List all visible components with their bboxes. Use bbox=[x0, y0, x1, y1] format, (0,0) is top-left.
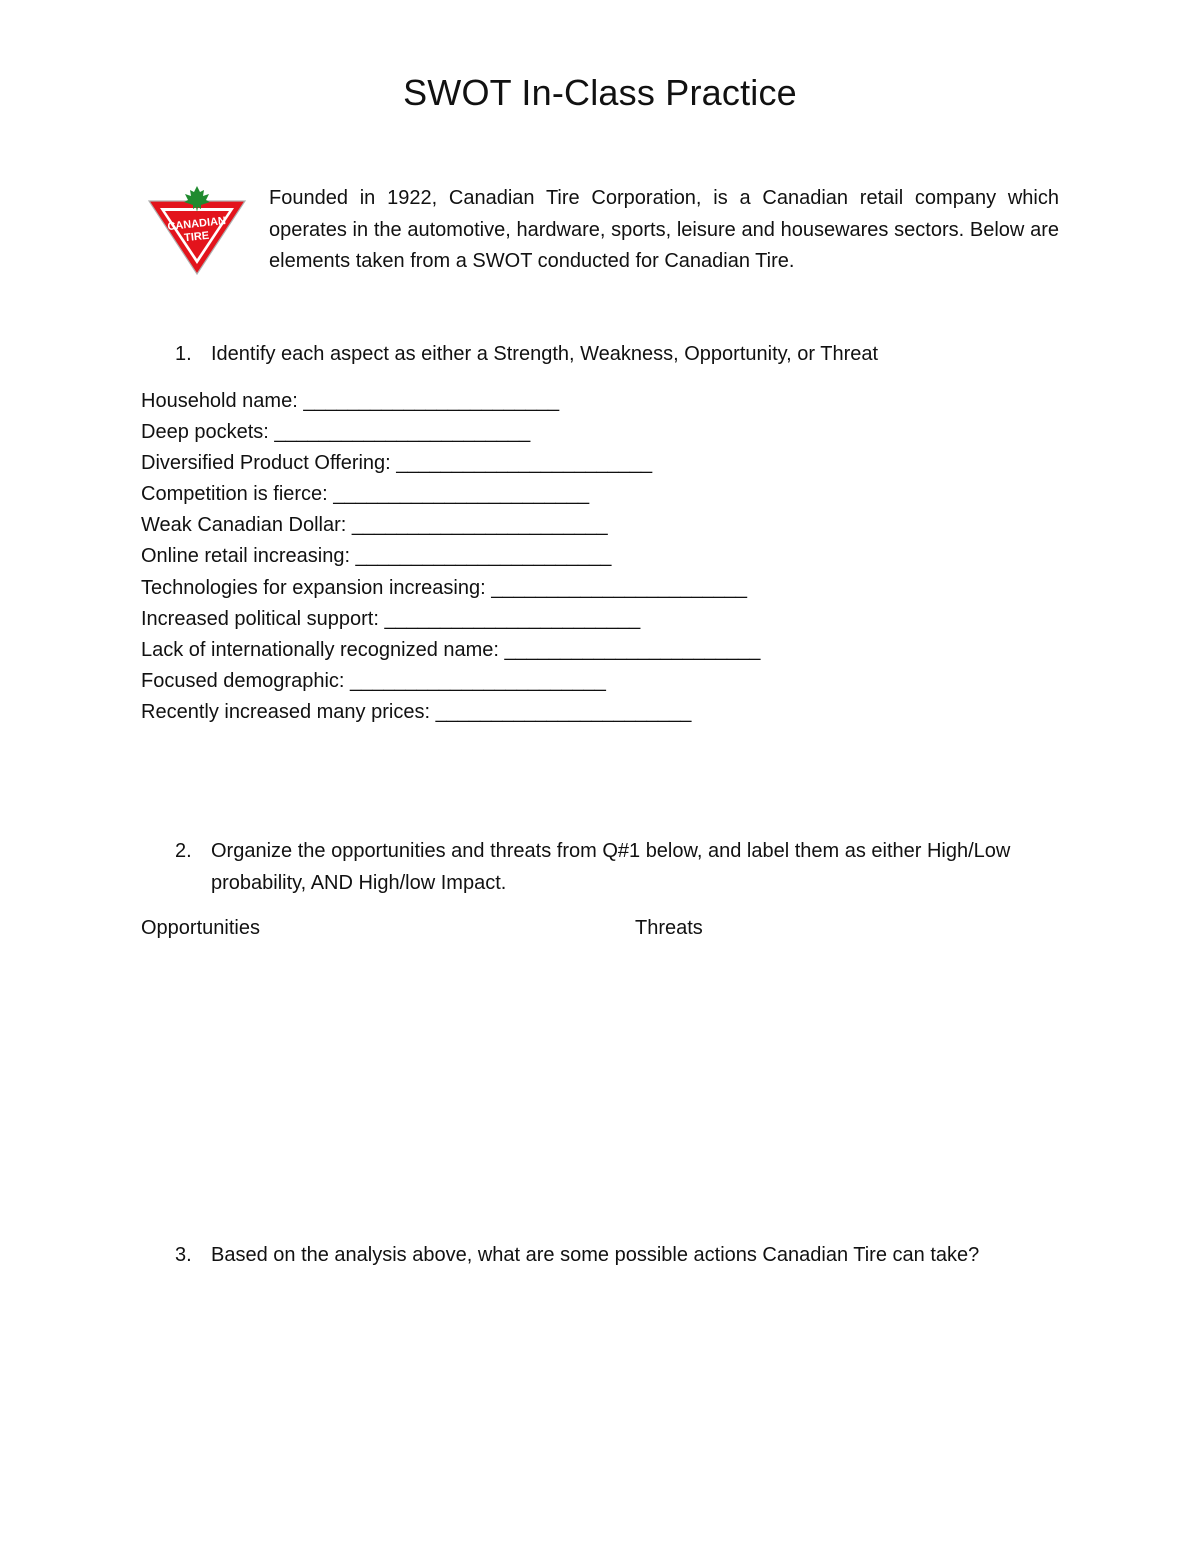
question-text: Identify each aspect as either a Strength, Weakness, Opportunity, or Threat bbox=[211, 343, 879, 365]
list-item: Household name: _______________________ bbox=[141, 390, 560, 412]
opportunities-heading: Opportunities bbox=[141, 917, 260, 939]
question-number: 1. bbox=[175, 343, 192, 365]
list-item: Weak Canadian Dollar: _______________________ bbox=[141, 514, 608, 537]
swot-item-list bbox=[141, 386, 760, 728]
list-item: Online retail increasing: _______________________ bbox=[141, 545, 612, 568]
logo-text-canadian: CANADIAN bbox=[166, 214, 227, 234]
question-number: 2. bbox=[175, 840, 192, 862]
list-item: Deep pockets: _______________________ bbox=[141, 421, 531, 444]
page-title: SWOT In-Class Practice bbox=[403, 72, 797, 113]
question-text: Organize the opportunities and threats from Q#1 below, and label them as either High/Low probability, AND High/low Impact. bbox=[211, 840, 1011, 894]
question-2 bbox=[175, 836, 1031, 899]
list-item: Recently increased many prices: _______________________ bbox=[141, 700, 692, 723]
list-item: Competition is fierce: _______________________ bbox=[141, 483, 590, 506]
question-number: 3. bbox=[175, 1244, 192, 1266]
intro-paragraph: Founded in 1922, Canadian Tire Corporation, is a Canadian retail company which operates in the automotive, hardware, sports, leisure and housewares sectors. Below are elements taken from a SWOT conducted for Canadian Tire. bbox=[269, 187, 1059, 272]
list-item: Lack of internationally recognized name: _______________________ bbox=[141, 638, 761, 661]
canadian-tire-logo bbox=[146, 185, 248, 277]
threats-heading: Threats bbox=[635, 917, 703, 939]
question-3 bbox=[175, 1240, 1031, 1272]
list-item: Increased political support: _______________________ bbox=[141, 607, 641, 630]
logo-text-tire: TIRE bbox=[183, 229, 210, 245]
question-text: Based on the analysis above, what are some possible actions Canadian Tire can take? bbox=[211, 1244, 980, 1266]
list-item: Diversified Product Offering: _______________________ bbox=[141, 452, 653, 475]
question-1 bbox=[175, 339, 1031, 371]
list-item: Technologies for expansion increasing: _______________________ bbox=[141, 576, 748, 599]
list-item: Focused demographic: _______________________ bbox=[141, 669, 606, 692]
